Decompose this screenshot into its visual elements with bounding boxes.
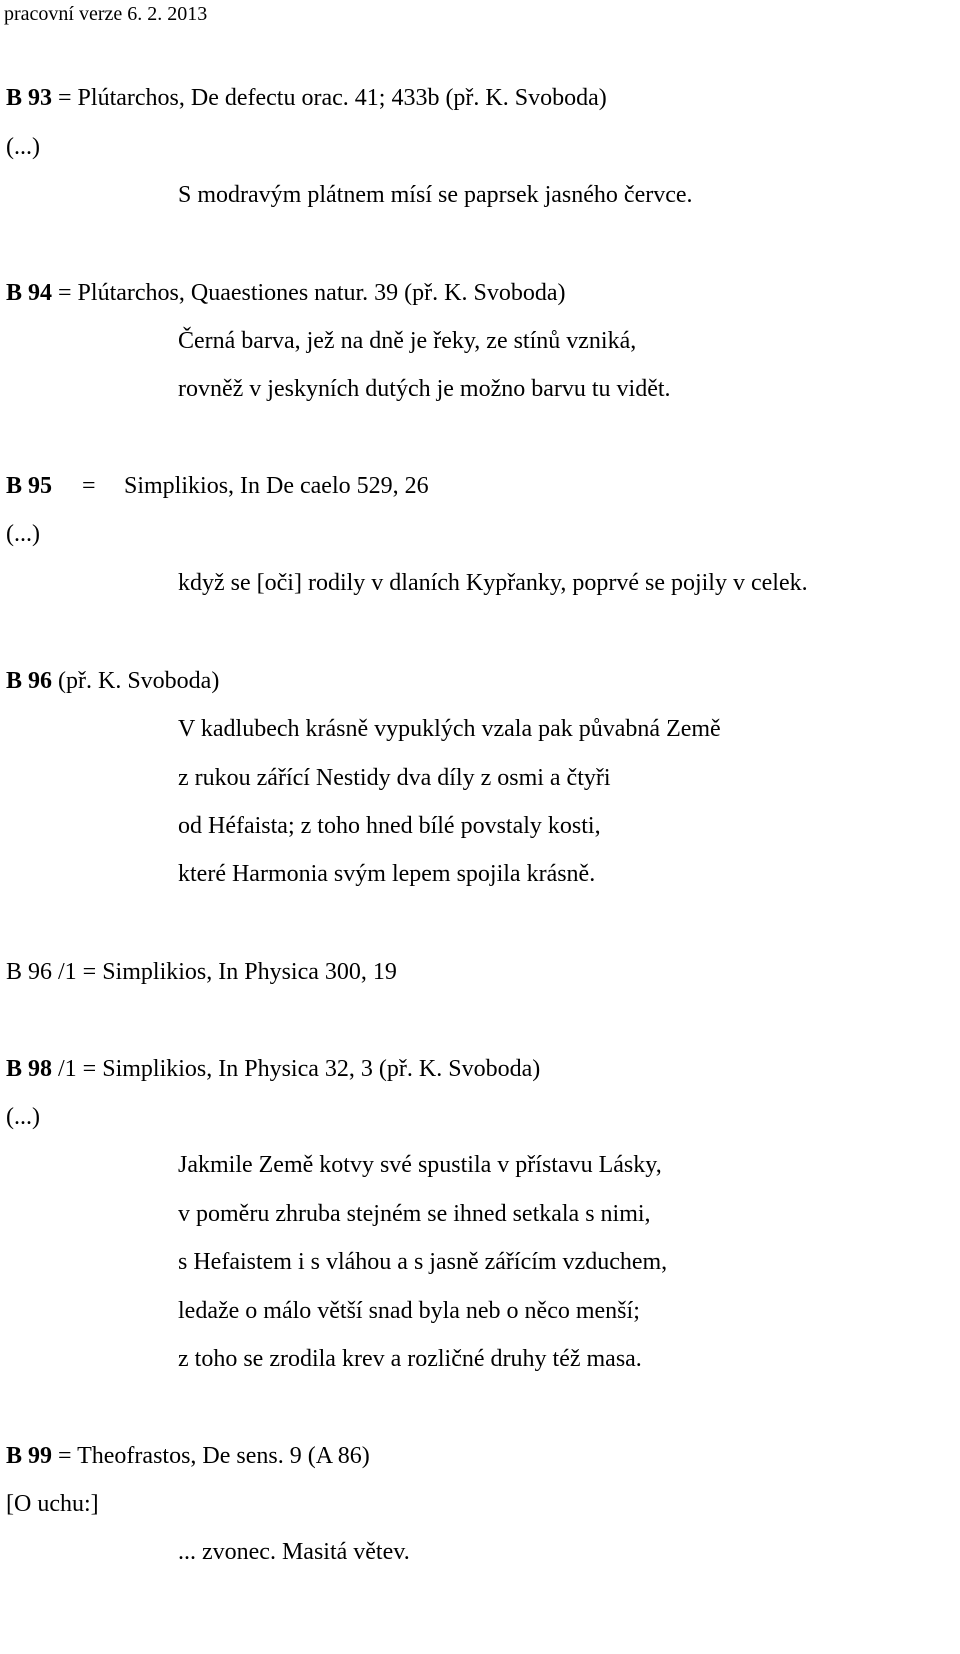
- fragment-source: Simplikios, In De caelo 529, 26: [124, 473, 429, 499]
- fragment-source: (př. K. Svoboda): [52, 668, 220, 694]
- fragment-heading-b93: [6, 83, 607, 113]
- omission-marker: (...): [6, 1104, 40, 1130]
- verse-line: které Harmonia svým lepem spojila krásně.: [178, 861, 596, 887]
- omission-marker: (...): [6, 134, 40, 160]
- verse-line: Černá barva, jež na dně je řeky, ze stínů vzniká,: [178, 328, 637, 354]
- fragment-ref: B 98: [6, 1056, 53, 1082]
- verse-line: s Hefaistem i s vláhou a s jasně zářícím vzduchem,: [178, 1249, 668, 1275]
- verse-line: rovněž v jeskyních dutých je možno barvu tu vidět.: [178, 376, 671, 402]
- running-header: pracovní verze 6. 2. 2013: [4, 3, 208, 25]
- verse-line: ledaže o málo větší snad byla neb o něco menší;: [178, 1298, 640, 1324]
- fragment-source: = Plútarchos, De defectu orac. 41; 433b (př. K. Svoboda): [52, 85, 607, 111]
- editorial-note: [O uchu:]: [6, 1491, 99, 1517]
- verse-line: z rukou zářící Nestidy dva díly z osmi a čtyři: [178, 765, 611, 791]
- verse-line: S modravým plátnem mísí se paprsek jasného červce.: [178, 182, 693, 208]
- fragment-heading-b96-1: B 96 /1 = Simplikios, In Physica 300, 19: [6, 959, 397, 985]
- fragment-ref: B 93: [6, 85, 53, 111]
- fragment-source: = Theofrastos, De sens. 9 (A 86): [52, 1443, 370, 1469]
- fragment-heading-b99: [6, 1441, 370, 1471]
- fragment-ref: B 99: [6, 1443, 53, 1469]
- fragment-ref: B 95: [6, 473, 53, 499]
- verse-line: z toho se zrodila krev a rozličné druhy též masa.: [178, 1346, 642, 1372]
- verse-line: V kadlubech krásně vypuklých vzala pak půvabná Země: [178, 716, 721, 742]
- omission-marker: (...): [6, 521, 40, 547]
- fragment-source: /1 = Simplikios, In Physica 32, 3 (př. K. Svoboda): [52, 1056, 541, 1082]
- verse-line: ... zvonec. Masitá větev.: [178, 1539, 410, 1565]
- verse-line: v poměru zhruba stejném se ihned setkala s nimi,: [178, 1201, 651, 1227]
- fragment-ref: B 94: [6, 280, 53, 306]
- verse-line: od Héfaista; z toho hned bílé povstaly kosti,: [178, 813, 601, 839]
- verse-line: Jakmile Země kotvy své spustila v přístavu Lásky,: [178, 1152, 662, 1178]
- fragment-heading-b96: [6, 666, 219, 696]
- fragment-heading-b94: [6, 278, 565, 308]
- equals-sign: =: [82, 473, 96, 499]
- fragment-ref: B 96: [6, 668, 53, 694]
- fragment-heading-b95: [6, 471, 52, 501]
- fragment-source: = Plútarchos, Quaestiones natur. 39 (př. K. Svoboda): [52, 280, 566, 306]
- fragment-heading-b98-1: [6, 1054, 540, 1084]
- verse-line: když se [oči] rodily v dlaních Kypřanky, poprvé se pojily v celek.: [178, 570, 808, 596]
